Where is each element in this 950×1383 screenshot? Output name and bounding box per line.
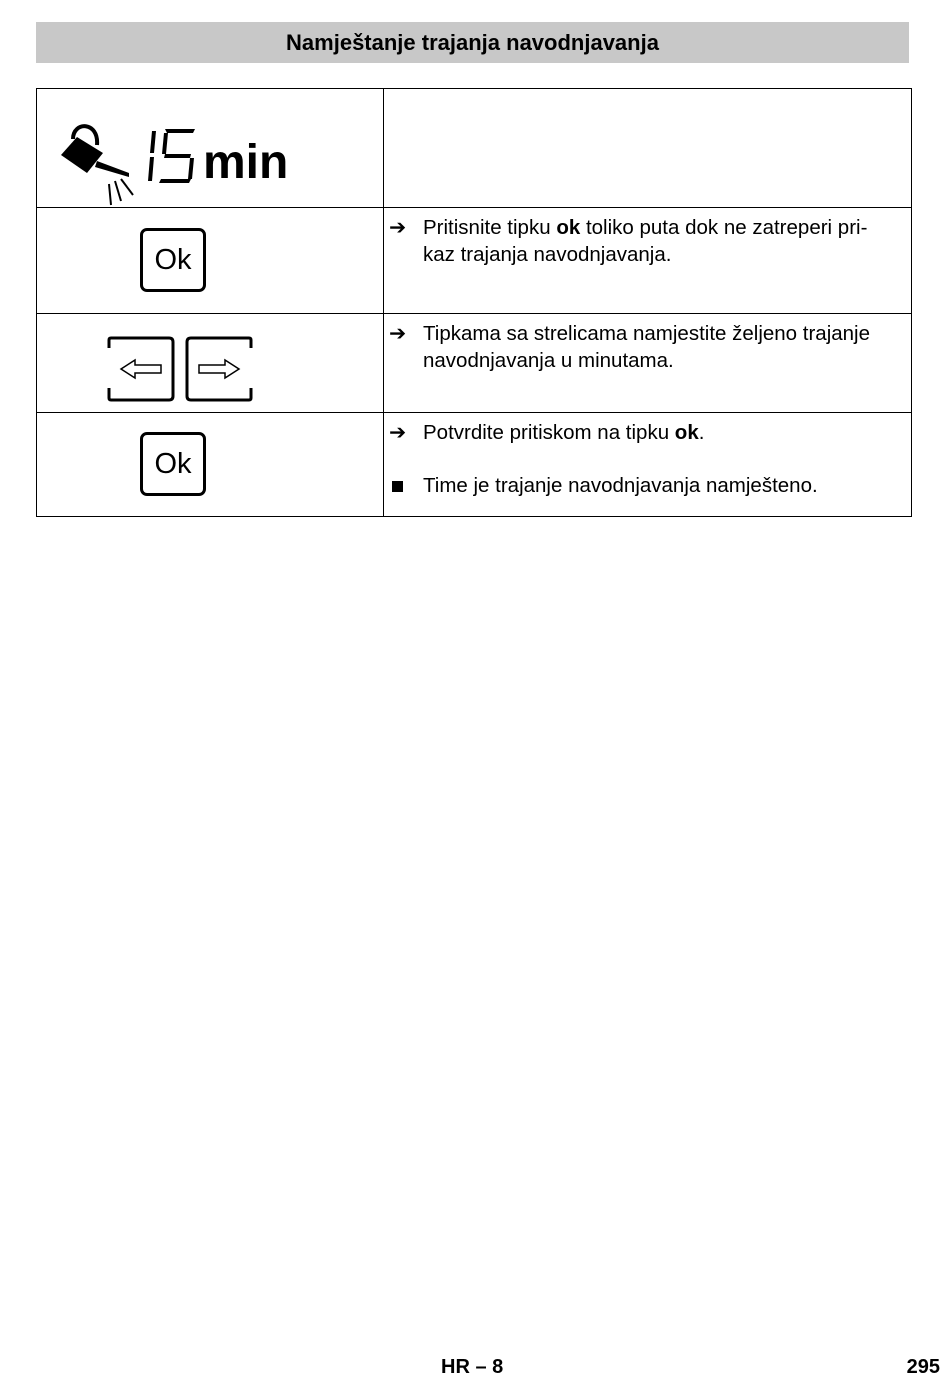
table-row xyxy=(37,208,912,314)
instruction-table xyxy=(36,88,912,517)
step-3-text: Potvrdite pritiskom na tipku ok. xyxy=(423,421,705,444)
result-line xyxy=(389,472,903,499)
display-cell xyxy=(37,89,384,208)
step-1-text: Pritisnite tipku ok toliko puta dok ne zatreperi pri- kaz trajanja navodnjavanja. xyxy=(423,216,868,266)
watering-can-icon xyxy=(59,117,139,187)
step-2-text: Tipkama sa strelicama namjestite željeno trajanje navodnjavanja u minutama. xyxy=(423,322,871,372)
step-cell xyxy=(384,413,912,517)
ok-key-icon xyxy=(140,432,206,496)
step-3 xyxy=(389,419,903,446)
page-number: 295 xyxy=(906,1356,940,1378)
section-title: Namještanje trajanja navodnjavanja xyxy=(286,29,659,55)
arrow-right-icon: ➔ xyxy=(389,322,407,345)
ok-key-label: Ok xyxy=(154,447,192,480)
step-cell xyxy=(384,314,912,413)
ok-key-label: Ok xyxy=(154,243,192,276)
step-cell xyxy=(384,208,912,314)
step-1 xyxy=(389,214,903,268)
display-unit: min xyxy=(203,136,289,189)
arrow-keys-icon xyxy=(107,336,257,408)
square-bullet-icon xyxy=(389,472,423,499)
table-row xyxy=(37,413,912,517)
table-row xyxy=(37,314,912,413)
table-row xyxy=(37,89,912,208)
result-text: Time je trajanje navodnjavanja namješteno. xyxy=(423,474,818,497)
step-2 xyxy=(389,320,903,374)
footer-section-label: HR – 8 xyxy=(441,1356,504,1378)
display-description-cell xyxy=(384,89,912,208)
ok-key-cell xyxy=(37,413,384,517)
arrow-right-icon: ➔ xyxy=(389,216,407,239)
arrow-keys-cell xyxy=(37,314,384,413)
section-title-bar xyxy=(36,22,909,63)
arrow-right-icon: ➔ xyxy=(389,421,407,444)
ok-key-icon xyxy=(140,228,206,292)
ok-key-cell xyxy=(37,208,384,314)
